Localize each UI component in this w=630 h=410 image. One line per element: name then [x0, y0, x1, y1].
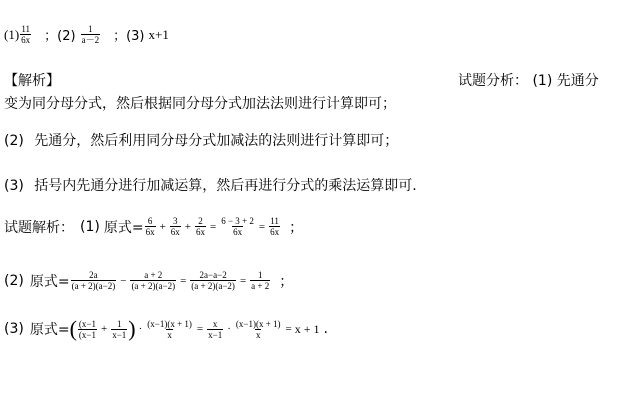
- solution-step1-lead: 原式=: [103, 219, 144, 236]
- solution-step2-lead: 原式=: [29, 273, 70, 290]
- fraction: [190, 270, 236, 291]
- solution-step3-number: (3): [4, 321, 24, 337]
- fraction: [269, 216, 280, 237]
- fraction-numerator: 6 − 3 + 2: [221, 216, 254, 226]
- final-result: x + 1: [294, 321, 320, 336]
- answer-line: [4, 24, 169, 45]
- step3-text: 括号内先通分进行加减运算，然后再进行分式的乘法运算即可.: [34, 178, 417, 194]
- fraction-denominator: 6x: [233, 227, 243, 237]
- step1-text: 变为同分母分式，然后根据同分母分式加法法则进行计算即可；: [4, 96, 396, 112]
- fraction-numerator: 11: [21, 24, 30, 34]
- fraction: [111, 319, 127, 340]
- fraction-denominator: a－2: [81, 35, 100, 45]
- answer-part2-label: ；(2): [44, 29, 76, 44]
- fraction-denominator: a + 2: [251, 281, 270, 291]
- fraction-numerator: 3: [173, 216, 178, 226]
- analysis-label-line: [458, 70, 599, 90]
- fraction-numerator: a + 2: [144, 270, 163, 280]
- step1-number: (1): [532, 73, 553, 89]
- plus-sign: +: [100, 323, 108, 335]
- solution-step1-number: (1): [80, 218, 100, 235]
- fraction-denominator: (a + 2)(a−2): [131, 281, 176, 291]
- fraction-denominator: (a + 2)(a−2): [71, 281, 116, 291]
- solution-label: 试题解析：: [4, 219, 74, 236]
- fraction-numerator: 1: [116, 318, 122, 329]
- fraction-numerator: (x−1)(x + 1): [235, 318, 281, 329]
- minus-sign: −: [120, 274, 127, 287]
- right-parenthesis: ): [128, 316, 136, 341]
- fraction: [207, 319, 223, 340]
- fraction-numerator: (x−1: [78, 318, 96, 329]
- fraction-denominator: x: [167, 329, 172, 340]
- fraction: [195, 216, 206, 237]
- fraction: [235, 319, 282, 340]
- fraction-numerator: 2a: [89, 270, 98, 280]
- plus-sign: +: [159, 220, 166, 233]
- step2-text: 先通分，然后利用同分母分式加减法的法则进行计算即可；: [34, 133, 399, 149]
- fraction-numerator: 2a−a−2: [199, 270, 227, 280]
- semicolon: ；: [279, 273, 294, 290]
- semicolon: ；: [289, 219, 304, 236]
- fraction-numerator: 1: [88, 24, 93, 34]
- fraction: [71, 270, 117, 291]
- fraction: [146, 319, 193, 340]
- fraction: [130, 270, 176, 291]
- fraction-numerator: x: [212, 318, 218, 329]
- fraction-denominator: 6x: [170, 227, 180, 237]
- fraction-numerator: 6: [147, 216, 153, 226]
- fraction-denominator: x−1: [112, 329, 127, 340]
- fraction-denominator: 6x: [196, 227, 206, 237]
- step3-number: (3): [4, 178, 24, 194]
- answer-part2-fraction: [81, 24, 101, 45]
- answer-part3-label: ；(3): [113, 29, 145, 44]
- multiply-dot: ·: [138, 323, 143, 335]
- fraction-denominator: 6x: [145, 227, 155, 237]
- equals-sign: =: [196, 323, 204, 335]
- equals-sign: =: [258, 220, 266, 233]
- answer-part3-expression: x+1: [148, 26, 169, 42]
- step3-line: [4, 175, 417, 195]
- fraction: [220, 216, 255, 237]
- answer-part1-fraction: [20, 24, 31, 45]
- fraction: [250, 270, 270, 291]
- fraction-denominator: (a + 2)(a−2): [191, 281, 235, 291]
- fraction: [170, 216, 181, 237]
- fraction-denominator: x−1: [208, 329, 223, 340]
- fraction-numerator: (x−1)(x + 1): [147, 318, 192, 329]
- multiply-dot: ·: [227, 323, 231, 335]
- plus-sign: +: [184, 220, 192, 233]
- answer-part1-label: (1): [4, 26, 20, 42]
- fraction-numerator: 2: [198, 216, 203, 226]
- solution-step1: [4, 216, 303, 237]
- fraction-denominator: x: [255, 329, 261, 340]
- analysis-label: 试题分析：: [458, 73, 528, 89]
- solution-step3-lead: 原式=: [29, 322, 70, 338]
- fraction-denominator: (x−1: [78, 329, 96, 340]
- solution-step2: [4, 270, 293, 291]
- step2-number: (2): [4, 133, 24, 149]
- step1-text-start: 先通分: [556, 73, 599, 89]
- fraction: [78, 319, 97, 340]
- left-parenthesis: (: [69, 316, 77, 341]
- equals-sign: =: [239, 274, 247, 287]
- fraction: [145, 216, 156, 237]
- fraction-numerator: 1: [257, 270, 263, 280]
- fraction-numerator: 11: [270, 216, 279, 226]
- solution-step2-number: (2): [4, 272, 24, 289]
- step2-line: [4, 130, 398, 150]
- equals-sign: =: [180, 274, 187, 287]
- period: .: [323, 321, 328, 337]
- fraction-denominator: 6x: [21, 35, 31, 45]
- equals-sign: =: [210, 220, 217, 233]
- fraction-denominator: 6x: [270, 227, 280, 237]
- equals-sign: =: [285, 323, 292, 335]
- solution-step3: [4, 318, 328, 340]
- analysis-heading: 【解析】: [4, 73, 60, 89]
